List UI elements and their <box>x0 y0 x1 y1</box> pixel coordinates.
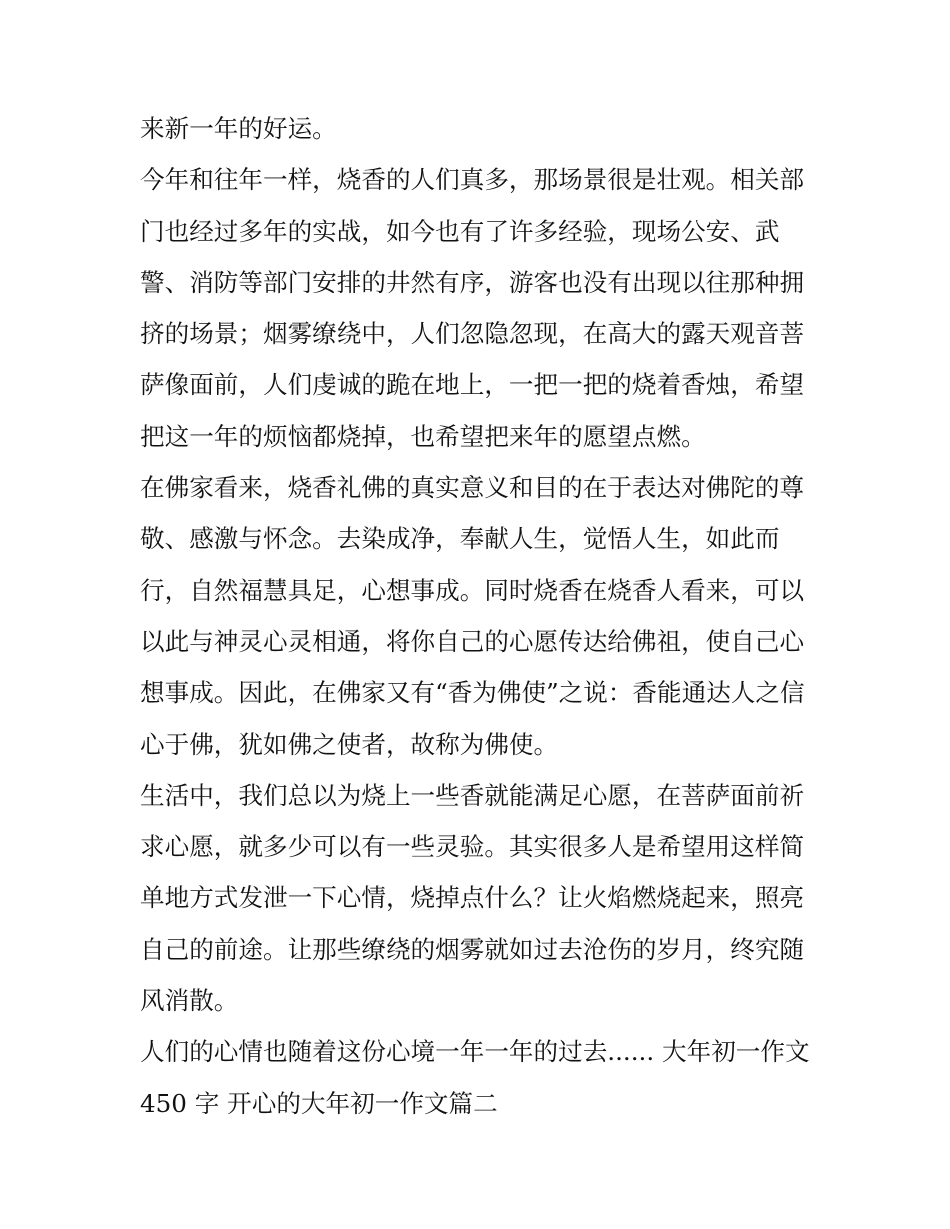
text-line: 敬、感激与怀念。去染成净，奉献人生，觉悟人生，如此而 <box>140 524 780 554</box>
text-line: 在佛家看来，烧香礼佛的真实意义和目的在于表达对佛陀的尊 <box>140 473 805 503</box>
text-line: 心于佛，犹如佛之使者，故称为佛使。 <box>140 729 559 759</box>
text-line: 来新一年的好运。 <box>140 114 337 143</box>
text-line: 萨像面前，人们虔诚的跪在地上，一把一把的烧着香烛，希望 <box>140 370 805 400</box>
text-line: 想事成。因此，在佛家又有“香为佛使”之说：香能通达人之信 <box>140 678 805 708</box>
text-line: 自己的前途。让那些缭绕的烟雾就如过去沧伤的岁月，终究随 <box>140 934 805 964</box>
text-line: 450 字 开心的大年初一作文篇二 <box>140 1088 498 1118</box>
text-line: 把这一年的烦恼都烧掉，也希望把来年的愿望点燃。 <box>140 421 706 451</box>
document-body <box>140 103 820 1129</box>
text-line: 求心愿，就多少可以有一些灵验。其实很多人是希望用这样简 <box>140 832 805 862</box>
text-line: 生活中，我们总以为烧上一些香就能满足心愿，在菩萨面前祈 <box>140 780 805 810</box>
text-line: 单地方式发泄一下心情，烧掉点什么？让火焰燃烧起来，照亮 <box>140 883 805 913</box>
text-line: 门也经过多年的实战，如今也有了许多经验，现场公安、武 <box>140 216 780 246</box>
text-line: 人们的心情也随着这份心境一年一年的过去...... 大年初一作文 <box>140 1037 810 1067</box>
text-line: 挤的场景；烟雾缭绕中，人们忽隐忽现，在高大的露天观音菩 <box>140 319 805 349</box>
text-line: 今年和往年一样，烧香的人们真多，那场景很是壮观。相关部 <box>140 165 805 195</box>
text-line: 行，自然福慧具足，心想事成。同时烧香在烧香人看来，可以 <box>140 575 805 605</box>
text-line: 警、消防等部门安排的井然有序，游客也没有出现以往那种拥 <box>140 267 805 297</box>
text-line: 风消散。 <box>140 986 239 1016</box>
text-line: 以此与神灵心灵相通，将你自己的心愿传达给佛祖，使自己心 <box>140 626 805 656</box>
